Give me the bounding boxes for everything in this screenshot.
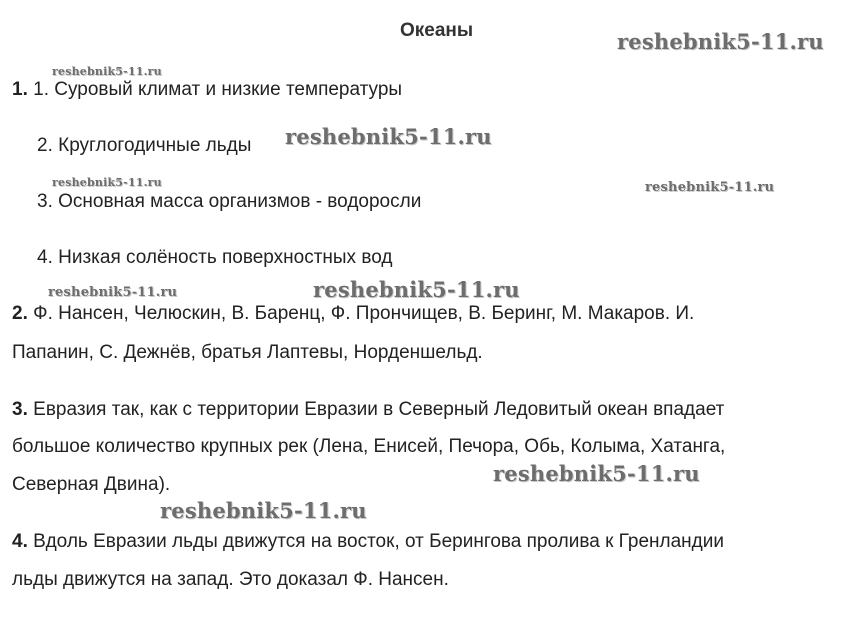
watermark: reshebnik5-11.ru — [285, 124, 492, 149]
watermark: reshebnik5-11.ru — [52, 65, 162, 78]
answer-2-line-1 — [12, 303, 694, 325]
watermark: reshebnik5-11.ru — [160, 498, 367, 523]
watermark: reshebnik5-11.ru — [313, 277, 520, 302]
answer-3-line-3: Северная Двина). — [12, 474, 171, 495]
answer-1-number: 1. — [12, 79, 28, 100]
watermark: reshebnik5-11.ru — [617, 29, 824, 54]
watermark: reshebnik5-11.ru — [493, 461, 700, 486]
answer-4-number: 4. — [12, 531, 28, 552]
page-title: Океаны — [400, 20, 474, 41]
answer-4-line-1 — [12, 531, 724, 553]
answer-1-item-1 — [12, 79, 402, 101]
answer-4-line-1-text: Вдоль Евразии льды движутся на восток, от Берингова пролива к Гренландии — [33, 531, 724, 552]
answer-2-line-1-text: Ф. Нансен, Челюскин, В. Баренц, Ф. Прончищев, В. Беринг, М. Макаров. И. — [33, 303, 695, 324]
answer-1-item-4: 4. Низкая солёность поверхностных вод — [37, 247, 393, 268]
answer-2-number: 2. — [12, 303, 28, 324]
answer-4-line-2: льды движутся на запад. Это доказал Ф. Нансен. — [12, 569, 449, 590]
watermark: reshebnik5-11.ru — [48, 285, 178, 300]
answer-3-line-2: большое количество крупных рек (Лена, Енисей, Печора, Обь, Колыма, Хатанга, — [12, 436, 726, 457]
answer-3-number: 3. — [12, 399, 28, 420]
answer-3-line-1 — [12, 399, 724, 421]
answer-2-line-2: Папанин, С. Дежнёв, братья Лаптевы, Норденшельд. — [12, 342, 483, 363]
answer-1-item-1-text: 1. Суровый климат и низкие температуры — [33, 79, 403, 100]
watermark: reshebnik5-11.ru — [52, 176, 162, 189]
answer-3-line-1-text: Евразия так, как с территории Евразии в Северный Ледовитый океан впадает — [33, 399, 725, 420]
answer-1-item-3: 3. Основная масса организмов - водоросли — [37, 191, 422, 212]
answer-1-item-2: 2. Круглогодичные льды — [37, 135, 252, 156]
watermark: reshebnik5-11.ru — [645, 180, 775, 195]
